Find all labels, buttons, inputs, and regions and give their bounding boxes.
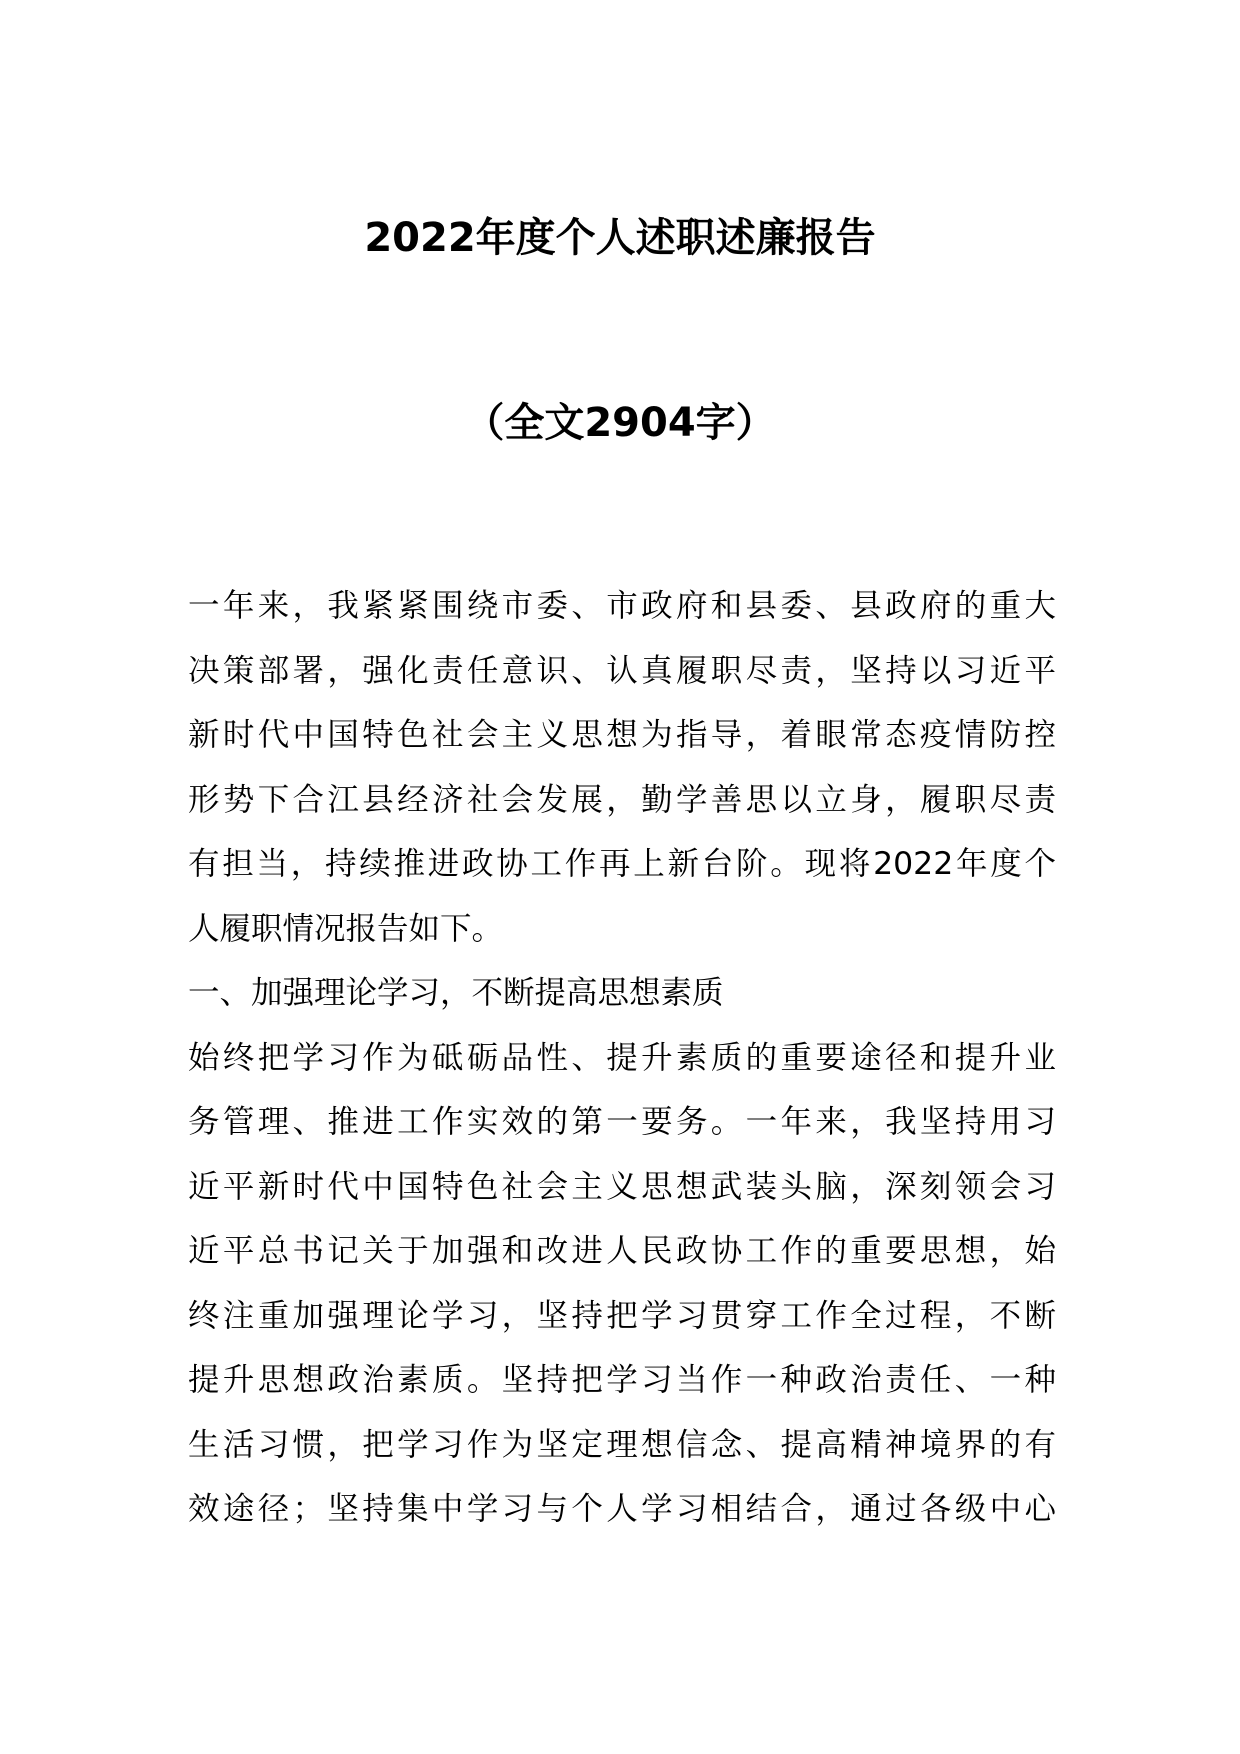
body-text-line: 形势下合江县经济社会发展，勤学善思以立身，履职尽责 [188,781,1056,818]
body-text-line: 人履职情况报告如下。 [188,910,504,947]
body-text-line: 一年来，我紧紧围绕市委、市政府和县委、县政府的重大 [188,588,1056,624]
body-text-line: 一、加强理论学习，不断提高思想素质 [188,975,724,1011]
document-subtitle: （全文2904字） [464,400,776,446]
body-text-line: 生活习惯，把学习作为坚定理想信念、提高精神境界的有 [188,1426,1056,1463]
document-body [188,574,1056,1542]
body-text-line: 有担当，持续推进政协工作再上新台阶。现将2022年度个 [188,846,1056,882]
body-text-line: 决策部署，强化责任意识、认真履职尽责，坚持以习近平 [188,652,1056,689]
document-title: 2022年度个人述职述廉报告 [364,215,876,261]
body-text-line: 新时代中国特色社会主义思想为指导，着眼常态疫情防控 [188,717,1056,753]
body-text-line: 近平新时代中国特色社会主义思想武装头脑，深刻领会习 [188,1168,1056,1205]
body-text-line: 终注重加强理论学习，坚持把学习贯穿工作全过程，不断 [188,1297,1056,1334]
body-text-line: 始终把学习作为砥砺品性、提升素质的重要途径和提升业 [188,1039,1056,1076]
body-text-line: 务管理、推进工作实效的第一要务。一年来，我坚持用习 [188,1104,1056,1140]
body-text-line: 提升思想政治素质。坚持把学习当作一种政治责任、一种 [188,1362,1056,1398]
body-text-line: 近平总书记关于加强和改进人民政协工作的重要思想，始 [188,1233,1056,1269]
body-text-line: 效途径；坚持集中学习与个人学习相结合，通过各级中心 [188,1491,1056,1527]
